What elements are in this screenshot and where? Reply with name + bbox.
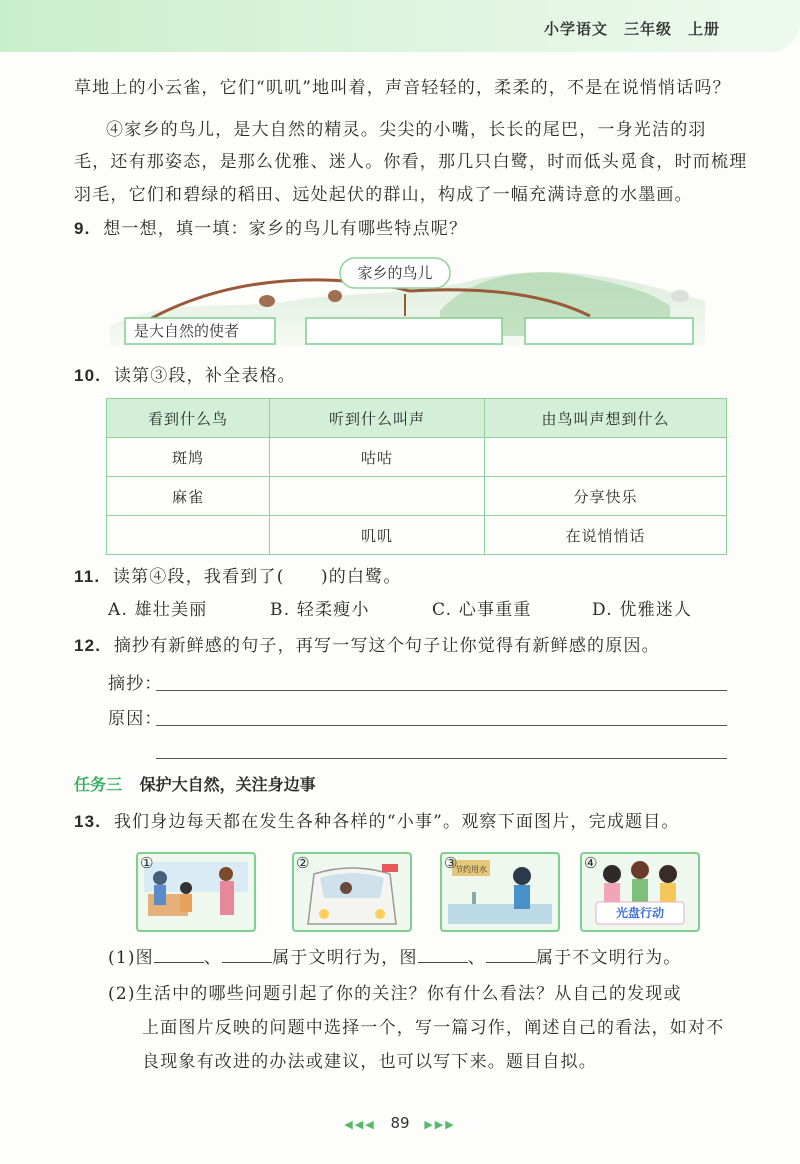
passage-line-3: 毛，还有那姿态，是那么优雅、迷人。你看，那几只白鹭，时而低头觅食，时而梳理 xyxy=(74,152,748,172)
sub-question-2-line-2: 上面图片反映的问题中选择一个，写一篇习作，阐述自己的看法，如对不 xyxy=(142,1018,725,1038)
question-10 xyxy=(74,362,296,390)
picture-number: ④ xyxy=(584,854,598,872)
question-number: 9. xyxy=(74,219,91,238)
sub1-text-c: 属于不文明行为。 xyxy=(535,948,682,968)
fill-blank[interactable] xyxy=(154,946,204,963)
picture-4 xyxy=(580,852,700,932)
table-cell: 斑鸠 xyxy=(107,438,270,477)
table-header: 由鸟叫声想到什么 xyxy=(485,399,727,438)
sub-question-2-line-3: 良现象有改进的办法或建议，也可以写下来。题目自拟。 xyxy=(142,1052,597,1072)
picture-3 xyxy=(440,852,560,932)
reason-answer-line-2[interactable] xyxy=(156,758,727,759)
sub1-text-a: (1)图 xyxy=(108,948,154,968)
option-a: A. 雄壮美丽 xyxy=(108,600,208,620)
table-cell xyxy=(107,516,270,555)
task-3-heading xyxy=(74,772,316,795)
task-title: 保护大自然，关注身边事 xyxy=(139,775,316,794)
page-footer xyxy=(0,1114,800,1132)
question-number: 10. xyxy=(74,366,102,385)
passage-line-4: 羽毛，它们和碧绿的稻田、远处起伏的群山，构成了一幅充满诗意的水墨画。 xyxy=(74,185,693,205)
fill-blank[interactable] xyxy=(222,946,272,963)
bird-diagram xyxy=(110,256,705,346)
question-text: 摘抄有新鲜感的句子，再写一写这个句子让你觉得有新鲜感的原因。 xyxy=(113,636,660,656)
answer-box-3 xyxy=(525,318,693,344)
picture-2 xyxy=(292,852,412,932)
egret-icon xyxy=(671,290,689,302)
question-text: 读第③段，补全表格。 xyxy=(113,366,296,386)
copy-label: 摘抄： xyxy=(108,674,163,694)
answer-box-1-text: 是大自然的使者 xyxy=(134,322,240,340)
table-cell xyxy=(485,438,727,477)
sign-text: 节约用水 xyxy=(455,865,487,874)
table-header: 看到什么鸟 xyxy=(107,399,270,438)
option-c: C. 心事重重 xyxy=(432,600,532,620)
table-cell: 分享快乐 xyxy=(485,477,727,516)
question-number: 13. xyxy=(74,812,102,831)
table-cell: 叽叽 xyxy=(270,516,485,555)
center-label: 家乡的鸟儿 xyxy=(357,264,433,282)
task-tag: 任务三 xyxy=(74,775,123,794)
table-cell: 在说悄悄话 xyxy=(485,516,727,555)
separator: 、 xyxy=(203,948,223,968)
bird-icon xyxy=(259,295,275,307)
answer-box-2 xyxy=(306,318,502,344)
question-text: 读第④段，我看到了( )的白鹭。 xyxy=(112,567,402,587)
passage-line-2: ④家乡的鸟儿，是大自然的精灵。尖尖的小嘴，长长的尾巴，一身光洁的羽 xyxy=(106,120,707,140)
bird-icon xyxy=(328,290,342,302)
reason-answer-line-1[interactable] xyxy=(156,725,727,726)
question-9 xyxy=(74,215,467,243)
passage-line-1: 草地上的小云雀，它们“叽叽”地叫着，声音轻轻的，柔柔的，不是在说悄悄话吗？ xyxy=(74,78,731,98)
reason-label: 原因： xyxy=(108,709,163,729)
picture-1 xyxy=(136,852,256,932)
question-text: 我们身边每天都在发生各种各样的“小事”。观察下面图片，完成题目。 xyxy=(113,812,680,832)
question-number: 11. xyxy=(74,567,101,586)
question-number: 12. xyxy=(74,636,102,655)
page-number: 89 xyxy=(390,1114,410,1132)
left-arrows-icon: ◀◀◀ xyxy=(344,1118,376,1131)
table-header: 听到什么叫声 xyxy=(270,399,485,438)
sign-text: 光盘行动 xyxy=(615,906,665,920)
table-cell: 咕咕 xyxy=(270,438,485,477)
bird-table xyxy=(106,398,727,555)
separator: 、 xyxy=(467,948,486,968)
book-title: 小学语文 三年级 上册 xyxy=(543,20,720,38)
question-11 xyxy=(74,563,402,591)
fill-blank[interactable] xyxy=(418,946,468,963)
table-cell xyxy=(270,477,485,516)
sub1-text-b: 属于文明行为，图 xyxy=(272,948,418,968)
table-row xyxy=(107,516,727,555)
sub-question-1 xyxy=(108,944,682,972)
picture-number: ③ xyxy=(444,854,458,872)
table-row xyxy=(107,477,727,516)
copy-answer-line[interactable] xyxy=(156,690,727,691)
option-d: D. 优雅迷人 xyxy=(592,600,693,620)
question-12 xyxy=(74,632,660,660)
question-13 xyxy=(74,808,680,836)
fill-blank[interactable] xyxy=(486,946,536,963)
option-b: B. 轻柔瘦小 xyxy=(270,600,370,620)
question-text: 想一想，填一填：家乡的鸟儿有哪些特点呢？ xyxy=(103,219,468,239)
right-arrows-icon: ▶▶▶ xyxy=(424,1118,456,1131)
table-cell: 麻雀 xyxy=(107,477,270,516)
picture-number: ① xyxy=(140,854,154,872)
sub-question-2-line-1: (2)生活中的哪些问题引起了你的关注？你有什么看法？从自己的发现或 xyxy=(108,984,682,1004)
table-row xyxy=(107,438,727,477)
picture-number: ② xyxy=(296,854,310,872)
